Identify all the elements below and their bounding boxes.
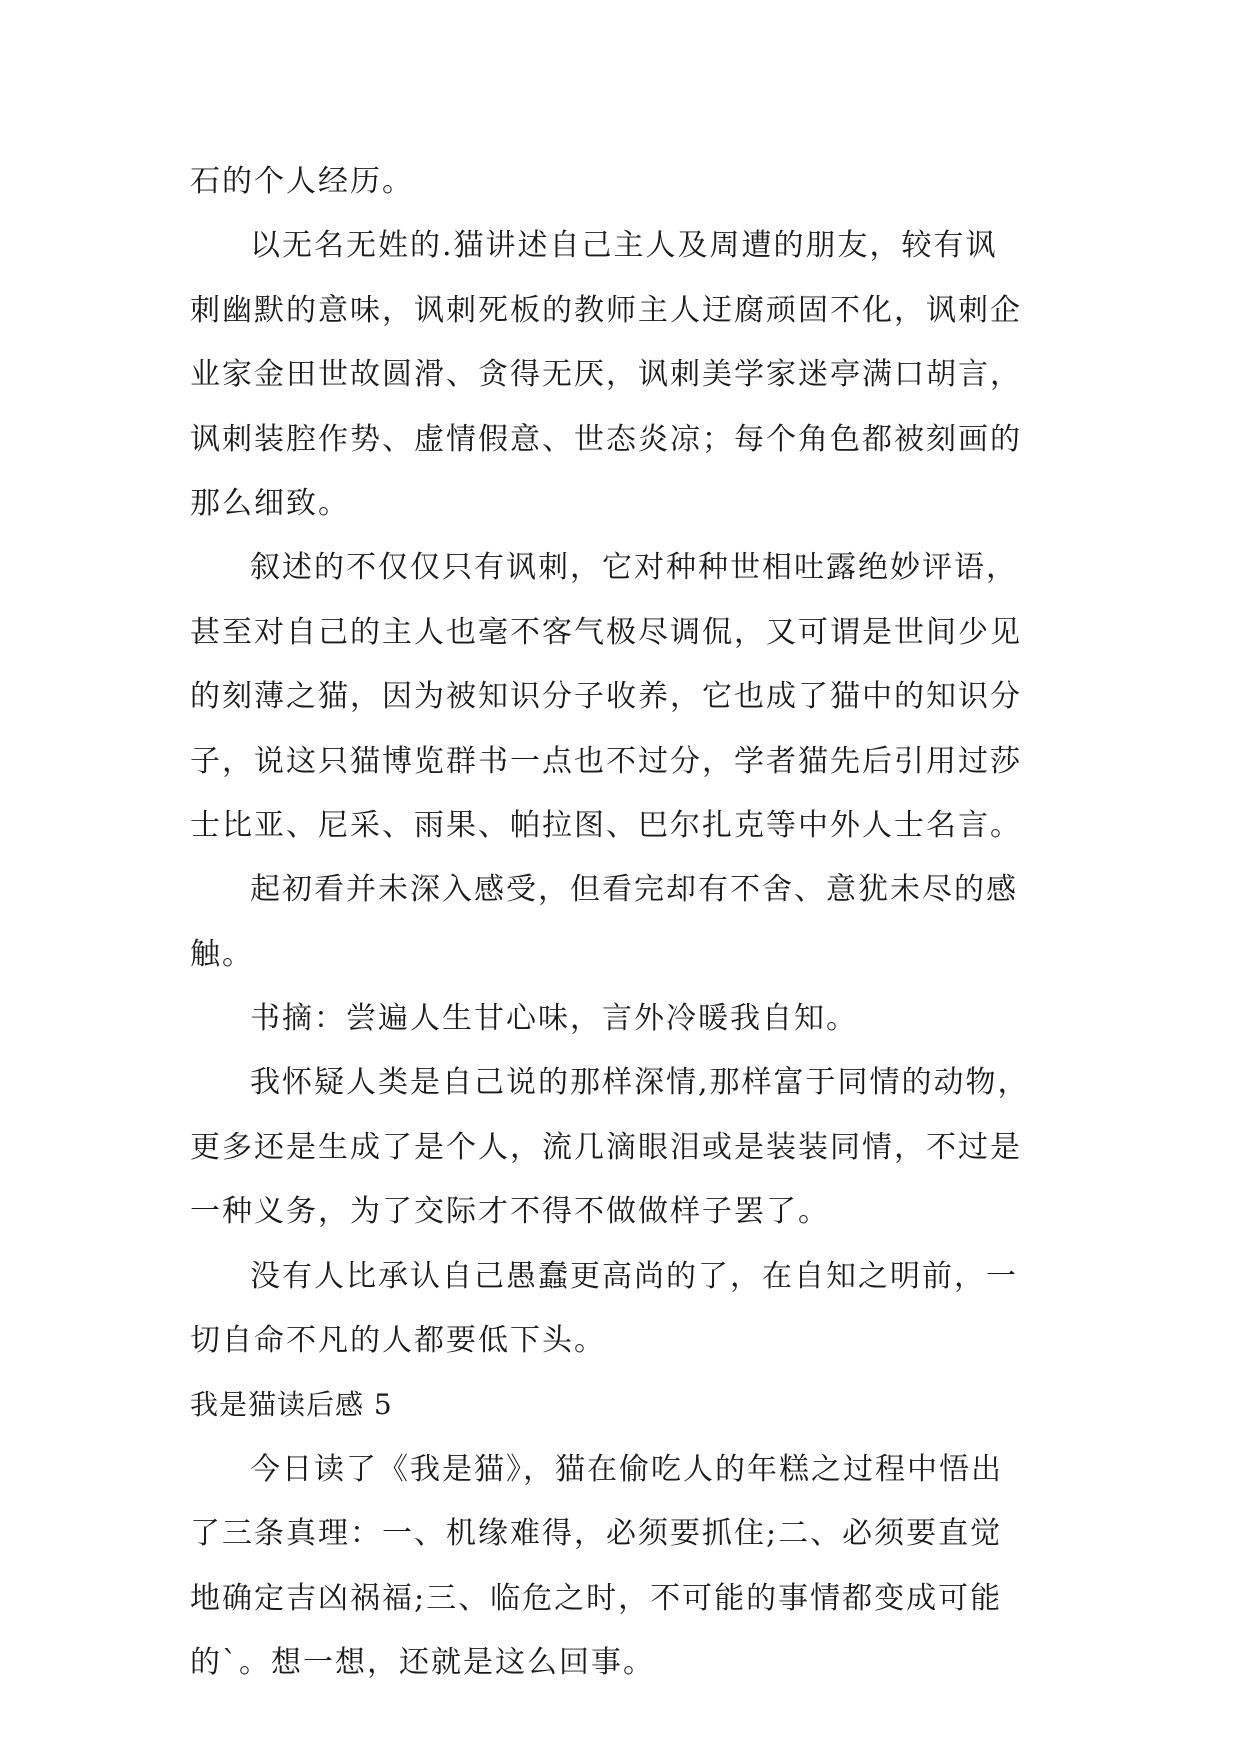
text-line: 刺幽默的意味，讽刺死板的教师主人迂腐顽固不化，讽刺企 — [190, 292, 1022, 328]
text-line: 子，说这只猫博览群书一点也不过分，学者猫先后引用过莎 — [190, 743, 1022, 779]
text-line: 那么细致。 — [190, 485, 350, 521]
text-line: 士比亚、尼采、雨果、帕拉图、巴尔扎克等中外人士名言。 — [190, 807, 1022, 843]
text-line: 石的个人经历。 — [190, 164, 414, 199]
text-line: 的刻薄之猫，因为被知识分子收养，它也成了猫中的知识分 — [190, 679, 1022, 715]
document-body — [190, 150, 1070, 1695]
text-line: 叙述的不仅仅只有讽刺，它对种种世相吐露绝妙评语， — [250, 550, 1018, 586]
section-heading: 我是猫读后感 5 — [190, 1388, 393, 1422]
text-line: 书摘：尝遍人生甘心味，言外冷暖我自知。 — [250, 1001, 858, 1037]
text-line: 甚至对自己的主人也毫不客气极尽调侃，又可谓是世间少见 — [190, 614, 1022, 650]
text-line: 一种义务，为了交际才不得不做做样子罢了。 — [190, 1194, 830, 1230]
text-line: 触。 — [190, 936, 254, 972]
text-line: 地确定吉凶祸福;三、临危之时，不可能的事情都变成可能 — [190, 1580, 1003, 1616]
text-line: 我怀疑人类是自己说的那样深情,那样富于同情的动物， — [250, 1065, 1030, 1101]
text-line: 更多还是生成了是个人，流几滴眼泪或是装装同情，不过是 — [190, 1129, 1022, 1165]
text-line: 今日读了《我是猫》，猫在偷吃人的年糕之过程中悟出 — [250, 1451, 1003, 1487]
text-line: 的`。想一想，还就是这么回事。 — [190, 1644, 655, 1680]
text-line: 没有人比承认自己愚蠢更高尚的了，在自知之明前，一 — [250, 1258, 1018, 1294]
text-line: 以无名无姓的.猫讲述自己主人及周遭的朋友，较有讽 — [250, 228, 998, 264]
text-line: 起初看并未深入感受，但看完却有不舍、意犹未尽的感 — [250, 872, 1018, 908]
text-line: 讽刺装腔作势、虚情假意、世态炎凉；每个角色都被刻画的 — [190, 421, 1022, 457]
text-line: 了三条真理：一、机缘难得，必须要抓住;二、必须要直觉 — [190, 1516, 1003, 1552]
text-line: 切自命不凡的人都要低下头。 — [190, 1323, 606, 1359]
text-line: 业家金田世故圆滑、贪得无厌，讽刺美学家迷亭满口胡言， — [190, 357, 1022, 393]
